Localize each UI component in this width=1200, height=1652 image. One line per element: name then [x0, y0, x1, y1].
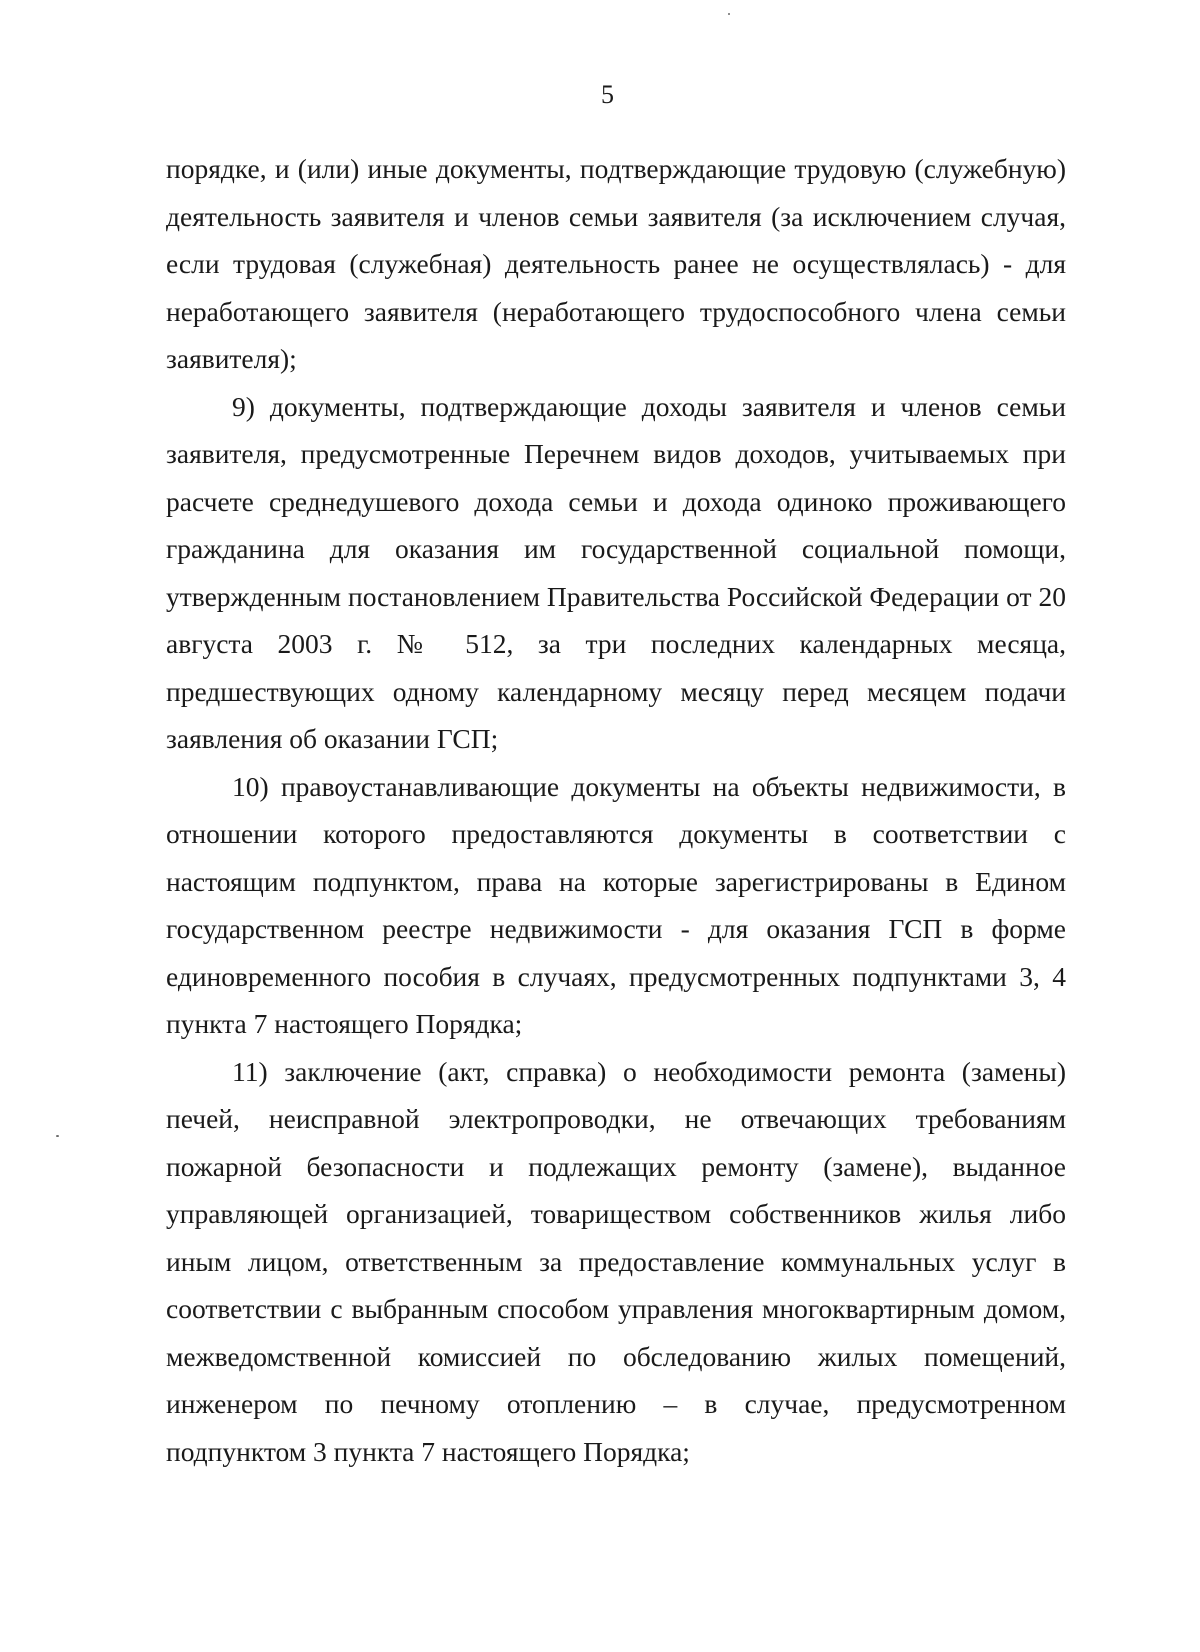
page-number: 5 [601, 80, 614, 109]
scan-speck [56, 1135, 59, 1137]
scan-speck [728, 13, 730, 15]
document-body [166, 145, 1066, 1475]
paragraph-continuation: порядке, и (или) иные документы, подтверждающие трудовую (служебную) деятельность заявителя и членов семьи заявителя (за исключением случая, если трудовая (служебная) деятельность ранее не осуществлялась) - для неработающего заявителя (неработающего трудоспособного члена семьи заявителя); [166, 153, 1066, 374]
paragraph-item-10: 10) правоустанавливающие документы на объекты недвижимости, в отношении которого предоставляются документы в соответствии с настоящим подпунктом, права на которые зарегистрированы в Едином государственном реестре недвижимости - для оказания ГСП в форме единовременного пособия в случаях, предусмотренных подпунктами 3, 4 пункта 7 настоящего Порядка; [166, 770, 1066, 1039]
paragraph-item-9: 9) документы, подтверждающие доходы заявителя и членов семьи заявителя, предусмотренные Перечнем видов доходов, учитываемых при расчете среднедушевого дохода семьи и дохода одиноко проживающего гражданина для оказания им государственной социальной помощи, утвержденным постановлением Правительства Российской Федерации от 20 августа 2003 г. № 512, за три последних календарных месяца, предшествующих одному календарному месяцу перед месяцем подачи заявления об оказании ГСП; [166, 390, 1066, 754]
paragraph-item-11: 11) заключение (акт, справка) о необходимости ремонта (замены) печей, неисправной электропроводки, не отвечающих требованиям пожарной безопасности и подлежащих ремонту (замене), выданное управляющей организацией, товариществом собственников жилья либо иным лицом, ответственным за предоставление коммунальных услуг в соответствии с выбранным способом управления многоквартирным домом, межведомственной комиссией по обследованию жилых помещений, инженером по печному отоплению – в случае, предусмотренном подпунктом 3 пункта 7 настоящего Порядка; [166, 1055, 1066, 1467]
